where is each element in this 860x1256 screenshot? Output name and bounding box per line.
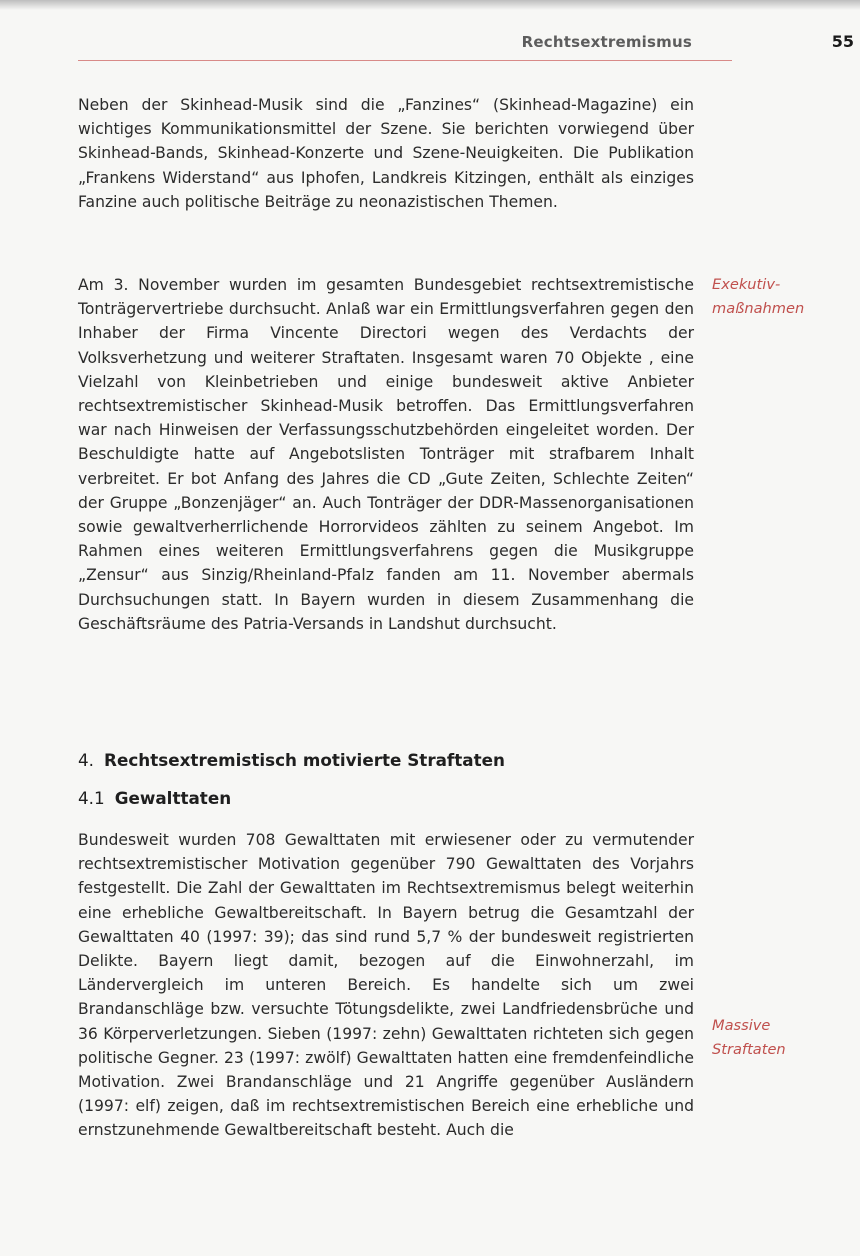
- header-rule: [78, 60, 732, 61]
- page-number: 55: [831, 32, 854, 51]
- paragraph-fanzines: Neben der Skinhead-Musik sind die „Fanzines“ (Skinhead-Magazine) ein wichtiges Kommunikationsmittel der Szene. Sie berichten vorwiegend über Skinhead-Bands, Skinhead-Konzerte und Szene-Neuigkeiten. Die Publikation „Frankens Widerstand“ aus Iphofen, Landkreis Kitzingen, enthält als einziges Fanzine auch politische Beiträge zu neonazistischen Themen.: [78, 96, 694, 211]
- margin-note-executive-line-2: maßnahmen: [712, 300, 805, 317]
- paragraph-violent-crimes: Bundesweit wurden 708 Gewalttaten mit erwiesener oder zu vermutender rechtsextremistischer Motivation gegenüber 790 Gewalttaten des Vorjahrs festgestellt. Die Zahl der Gewalttaten im Rechtsextremismus belegt weiterhin eine erhebliche Gewaltbereitschaft. In Bayern betrug die Gesamtzahl der Gewalttaten 40 (1997: 39); das sind rund 5,7 % der bundesweit registrierten Delikte. Bayern liegt damit, bezogen auf die Einwohnerzahl, im Ländervergleich im unteren Bereich. Es handelte sich um zwei Brandanschläge bzw. versuchte Tötungsdelikte, zwei Landfriedensbrüche und 36 Körperverletzungen. Sieben (1997: zehn) Gewalttaten richteten sich gegen politische Gegner. 23 (1997: zwölf) Gewalttaten hatten eine fremdenfeindliche Motivation. Zwei Brandanschläge und 21 Angriffe gegenüber Ausländern (1997: elf) zeigen, daß im rechtsextremistischen Bereich eine erhebliche und ernstzunehmende Gewaltbereitschaft besteht. Auch die: [78, 831, 694, 1140]
- paragraph-executive-measures: Am 3. November wurden im gesamten Bundesgebiet rechtsextremistische Tonträgervertriebe durchsucht. Anlaß war ein Ermittlungsverfahren gegen den Inhaber der Firma Vincente Directori wegen des Verdachts der Volksverhetzung und weiterer Straftaten. Insgesamt waren 70 Objekte , eine Vielzahl von Kleinbetrieben und einige bundesweit aktive Anbieter rechtsextremistischer Skinhead-Musik betroffen. Das Ermittlungsverfahren war nach Hinweisen der Verfassungsschutzbehörden eingeleitet worden. Der Beschuldigte hatte auf Angebotslisten Tonträger mit strafbarem Inhalt verbreitet. Er bot Anfang des Jahres die CD „Gute Zeiten, Schlechte Zeiten“ der Gruppe „Bonzenjäger“ an. Auch Tonträger der DDR-Massenorganisationen sowie gewaltverherrlichende Horrorvideos zählten zu seinem Angebot. Im Rahmen eines weiteren Ermittlungsverfahrens gegen die Musikgruppe „Zensur“ aus Sinzig/Rheinland-Pfalz fanden am 11. November abermals Durchsuchungen statt. In Bayern wurden in diesem Zusammenhang die Geschäftsräume des Patria-Versands in Landshut durchsucht.: [78, 276, 694, 633]
- margin-note-offenses-line-2: Straftaten: [712, 1041, 786, 1058]
- subsection-title: Gewalttaten: [114, 788, 232, 808]
- margin-note-executive: [712, 273, 842, 321]
- page-header: [78, 30, 860, 62]
- margin-note-executive-line-1: Exekutiv-: [712, 276, 781, 293]
- margin-note-offenses-line-1: Massive: [712, 1017, 771, 1034]
- section-title: Rechtsextremistisch motivierte Straftaten: [104, 750, 505, 770]
- top-shadow: [0, 0, 860, 10]
- margin-note-offenses: [712, 1014, 842, 1062]
- section-heading: [78, 748, 694, 772]
- section-number: 4.: [78, 750, 95, 770]
- subsection-number: 4.1: [78, 788, 105, 808]
- subsection-heading: [78, 786, 694, 810]
- running-head: Rechtsextremismus: [521, 33, 692, 51]
